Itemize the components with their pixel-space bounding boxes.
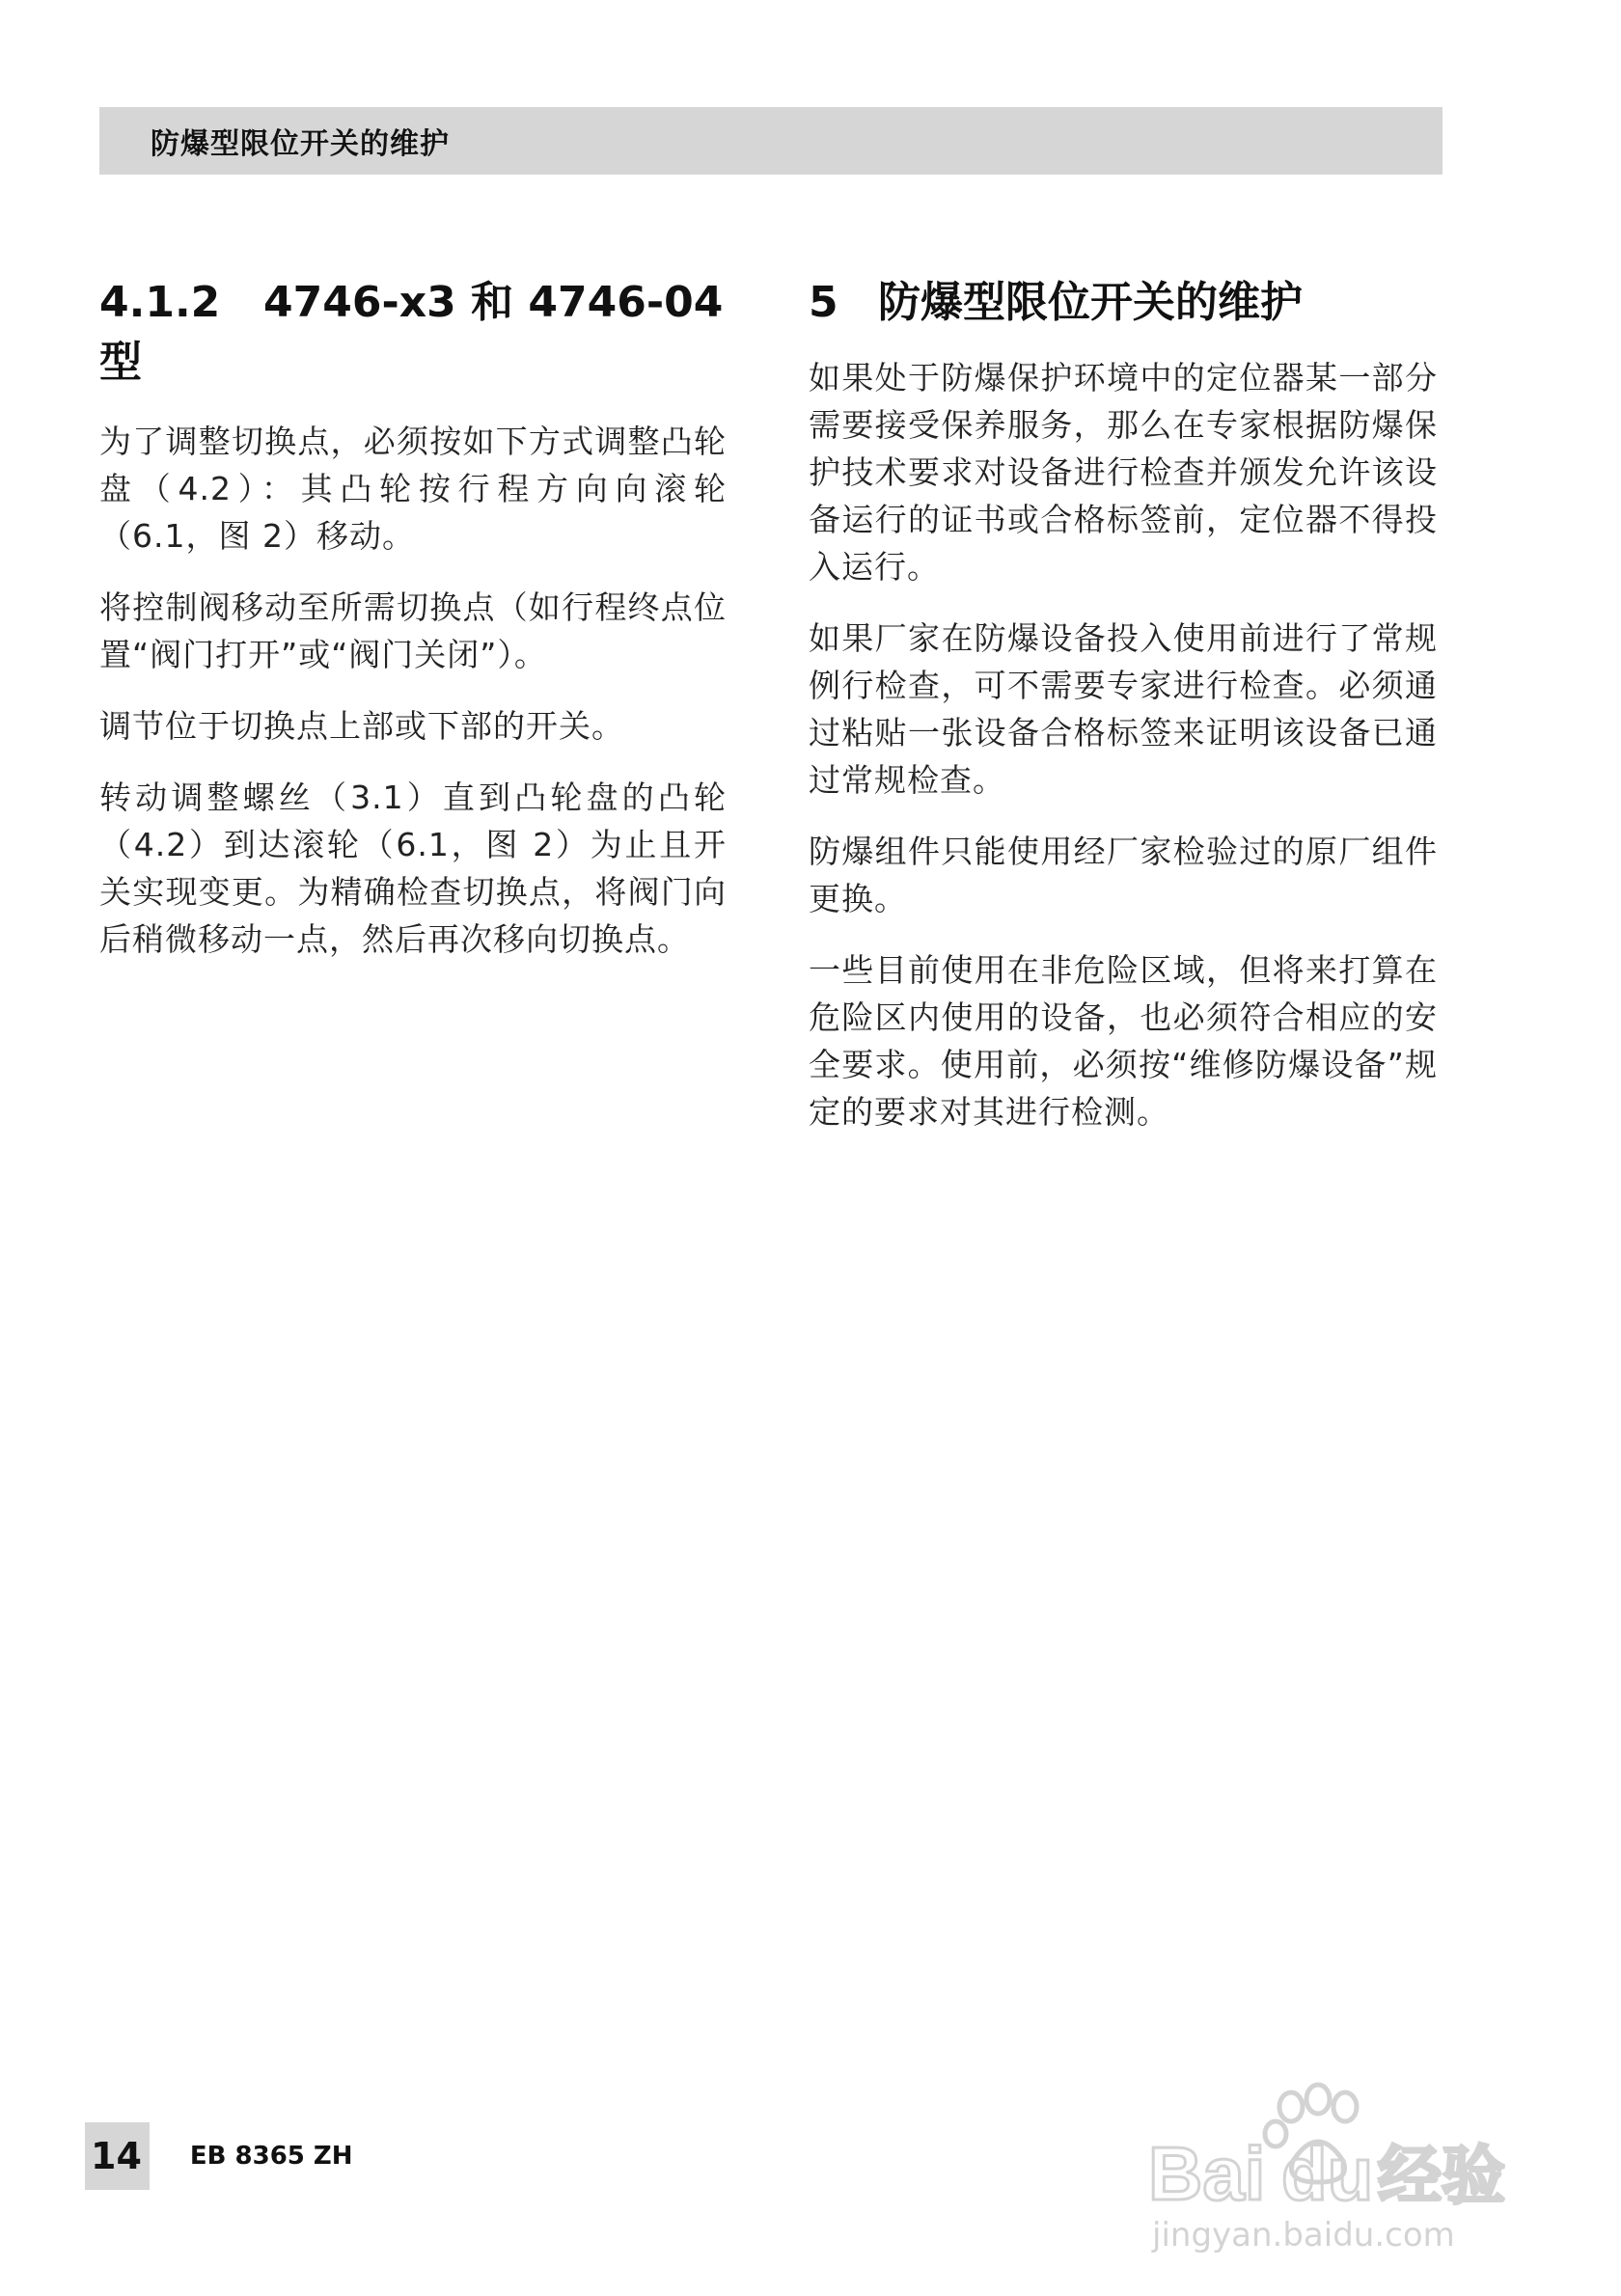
paragraph: 防爆组件只能使用经厂家检验过的原厂组件更换。 (809, 833, 1438, 917)
section-number: 4.1.2 (99, 278, 221, 327)
paragraph: 将控制阀移动至所需切换点（如行程终点位置“阀门打开”或“阀门关闭”）。 (99, 588, 727, 673)
page-footer (85, 2122, 353, 2190)
baidu-watermark-logo (1148, 2074, 1544, 2257)
document-code: EB 8365 ZH (189, 2142, 353, 2171)
paragraph: 一些目前使用在非危险区域，但将来打算在危险区内使用的设备，也必须符合相应的安全要求。使用前，必须按“维修防爆设备”规定的要求对其进行检测。 (809, 951, 1438, 1131)
watermark-label: 经验 (1378, 2139, 1505, 2213)
section-title-line2: 型 (99, 338, 142, 387)
watermark-url: jingyan.baidu.com (1152, 2216, 1455, 2255)
section-title-line1: 4746-x3 和 4746-04 (263, 278, 724, 327)
running-header (99, 107, 1442, 175)
page-number-box (85, 2122, 150, 2190)
watermark-brand: Bai (1148, 2131, 1266, 2216)
paragraph: 如果厂家在防爆设备投入使用前进行了常规例行检查，可不需要专家进行检查。必须通过粘贴一张设备合格标签来证明该设备已通过常规检查。 (809, 619, 1438, 799)
running-header-title: 防爆型限位开关的维护 (151, 127, 450, 161)
section-title: 防爆型限位开关的维护 (878, 278, 1303, 327)
right-column (809, 273, 1438, 1160)
watermark-brand-du: du (1281, 2131, 1374, 2216)
paragraph: 如果处于防爆保护环境中的定位器某一部分需要接受保养服务，那么在专家根据防爆保护技术要求对设备进行检查并颁发允许该设备运行的证书或合格标签前，定位器不得投入运行。 (809, 359, 1438, 586)
paragraph: 转动调整螺丝（3.1）直到凸轮盘的凸轮（4.2）到达滚轮（6.1，图 2）为止且开关实现变更。为精确检查切换点，将阀门向后稍微移动一点，然后再次移向切换点。 (99, 779, 727, 958)
section-heading-4-1-2 (99, 273, 727, 393)
paragraph: 调节位于切换点上部或下部的开关。 (99, 707, 624, 745)
paragraph: 为了调整切换点，必须按如下方式调整凸轮盘（4.2）：其凸轮按行程方向向滚轮（6.1，图 2）移动。 (99, 423, 727, 555)
section-number: 5 (809, 278, 838, 327)
section-heading-5 (809, 273, 1438, 333)
page-number: 14 (91, 2135, 142, 2177)
left-column (99, 273, 727, 987)
